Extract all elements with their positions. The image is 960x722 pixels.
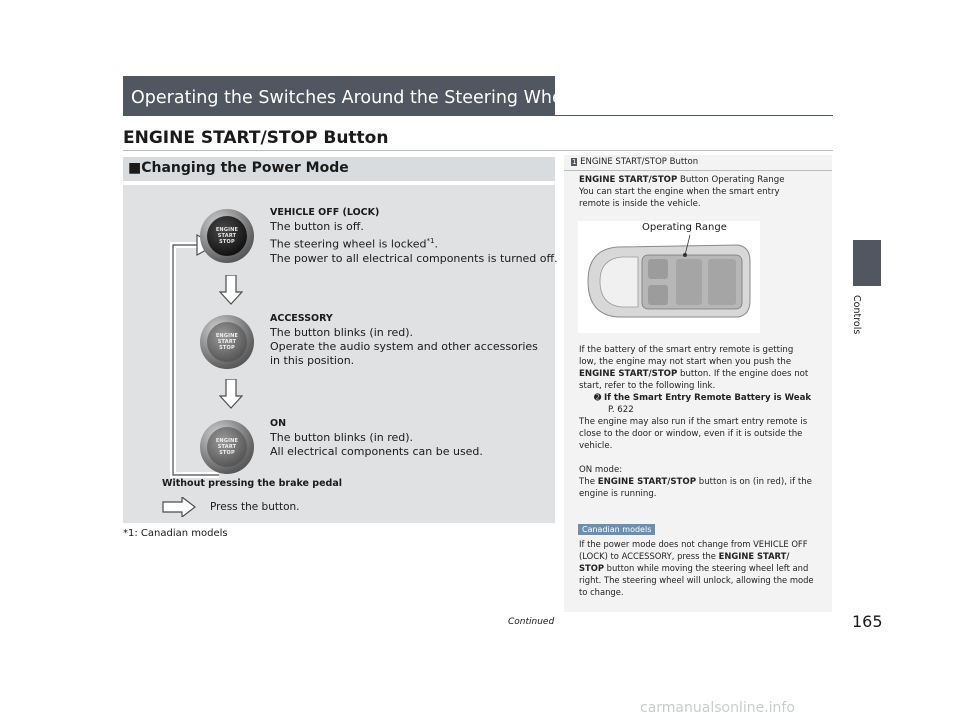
continued-label: Continued bbox=[508, 617, 555, 627]
operating-range-label: Operating Range bbox=[642, 222, 727, 233]
press-label: Press the button. bbox=[210, 501, 300, 513]
cross-reference-link[interactable]: ➋ If the Smart Entry Remote Battery is Weak bbox=[594, 393, 812, 403]
brake-note: Without pressing the brake pedal bbox=[162, 478, 343, 489]
mode-line: The steering wheel is locked$^{*1}$. bbox=[270, 237, 438, 251]
side-rule bbox=[564, 170, 832, 171]
mode-line: The button blinks (in red). bbox=[270, 431, 414, 444]
operating-range-image bbox=[578, 221, 760, 333]
chapter-tab-label: Controls bbox=[851, 295, 862, 335]
canadian-models-badge: Canadian models bbox=[578, 524, 655, 535]
mode-title: VEHICLE OFF (LOCK) bbox=[270, 207, 380, 218]
engine-start-stop-button-on-icon: ENGINE START STOP bbox=[200, 420, 254, 474]
subsection-title: ■Changing the Power Mode bbox=[128, 160, 349, 176]
engine-start-stop-button-off-icon: ENGINE START STOP bbox=[200, 209, 254, 263]
press-arrow-icon bbox=[162, 497, 196, 517]
section-title: ENGINE START/STOP Button bbox=[123, 128, 389, 148]
engine-start-stop-button-accessory-icon: ENGINE START STOP bbox=[200, 315, 254, 369]
ref-marker-icon: 1 bbox=[572, 158, 577, 166]
side-intro: ENGINE START/STOP Button Operating Range You can start the engine when the smart entry remote is inside the vehicle. bbox=[579, 175, 785, 209]
power-mode-diagram bbox=[123, 185, 558, 523]
header-rule bbox=[123, 115, 833, 116]
mode-title: ON bbox=[270, 418, 287, 429]
mode-line: Operate the audio system and other accessories bbox=[270, 340, 538, 353]
side-battery-note: If the battery of the smart entry remote is getting low, the engine may not start when you push the ENGINE START/STOP button. If the engine does not start, refer to the following link. ➋ If the Smart Entry Remote Battery is Weak P. 622 The engine may also run if the smart entry remote is close to the door or window, even if it is outside the vehicle. ON mode: The ENGINE START/STOP button is on (in red), if the engine is running. bbox=[579, 344, 829, 500]
ref-header-text: ENGINE START/STOP Button bbox=[580, 157, 699, 167]
side-canadian-note: If the power mode does not change from VEHICLE OFF (LOCK) to ACCESSORY, press the ENGINE START/ STOP button while moving the steering wheel left and right. The steering wheel will unlock, allowing the mode to change. bbox=[579, 539, 814, 597]
mode-on bbox=[270, 417, 483, 459]
link-page[interactable]: P. 622 bbox=[608, 405, 634, 415]
mode-vehicle-off bbox=[270, 206, 558, 266]
footnote: *1: Canadian models bbox=[123, 528, 228, 539]
page-header-title: Operating the Switches Around the Steering Wheel bbox=[131, 88, 579, 108]
link-arrow-icon: ➋ bbox=[594, 393, 602, 403]
side-ref-header bbox=[571, 157, 698, 167]
mode-title: ACCESSORY bbox=[270, 313, 333, 324]
mode-line: The power to all electrical components is turned off. bbox=[270, 251, 558, 265]
mode-accessory bbox=[270, 312, 538, 368]
down-arrow-icon bbox=[219, 275, 243, 305]
chapter-tab[interactable] bbox=[853, 240, 881, 286]
mode-line: All electrical components can be used. bbox=[270, 445, 483, 458]
mode-line: The button blinks (in red). bbox=[270, 326, 414, 339]
section-rule bbox=[123, 150, 833, 151]
mode-line: in this position. bbox=[270, 354, 355, 367]
mode-line: The button is off. bbox=[270, 220, 364, 233]
page-number: 165 bbox=[852, 612, 883, 631]
down-arrow-icon bbox=[219, 379, 243, 409]
watermark: carmanualsonline.info bbox=[640, 700, 795, 716]
